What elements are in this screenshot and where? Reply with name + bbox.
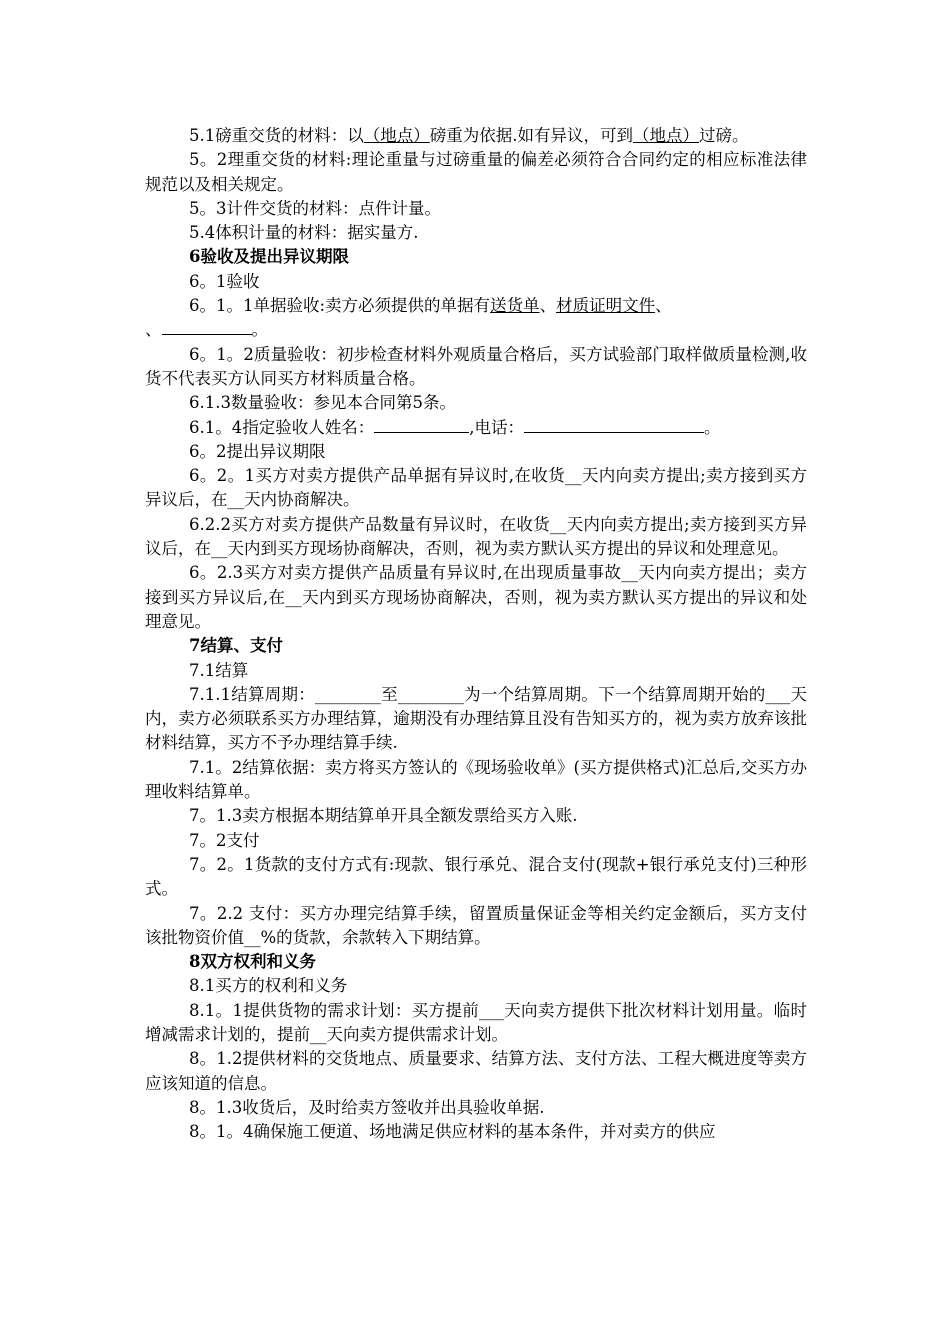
clause-8-1-2: 8。1.2提供材料的交货地点、质量要求、结算方法、支付方法、工程大概进度等卖方应该知道的信息。 [145, 1049, 807, 1093]
section-heading-8: 8双方权利和义务 [189, 952, 316, 972]
clause-5-1 [145, 124, 807, 148]
clause-7-1-2: 7.1。2结算依据：卖方将买方签认的《现场验收单》(买方提供格式)汇总后,交买方办理收料结算单。 [145, 757, 807, 802]
required-document: 材质证明文件 [556, 296, 656, 316]
clause-6-2-3: 6。2.3买方对卖方提供产品质量有异议时,在出现质量事故__天内向卖方提出；卖方接到买方异议后,在__天内到买方现场协商解决，否则，视为卖方默认买方提出的异议和处理意见。 [145, 563, 807, 631]
clause-6-2-1: 6。2。1买方对卖方提供产品单据有异议时,在收货__天内向卖方提出;卖方接到买方异议后，在__天内协商解决。 [145, 466, 807, 510]
place-blank: （地点） [363, 126, 430, 145]
clause-5-4: 5.4体积计量的材料：据实量方. [189, 223, 419, 243]
clause-6-1-2: 6。1。2质量验收：初步检查材料外观质量合格后，买方试验部门取样做质量检测,收货不代表买方认同买方材料质量合格。 [145, 344, 807, 388]
separator: 、 [145, 320, 162, 340]
clause-6-1: 6。1验收 [189, 271, 260, 291]
clause-8-1-4: 8。1。4确保施工便道、场地满足供应材料的基本条件，并对卖方的供应 [189, 1122, 716, 1142]
clause-text: 6.1。4指定验收人姓名： [189, 417, 375, 437]
clause-7-2: 7。2支付 [189, 830, 260, 850]
clause-text: 。 [704, 417, 721, 437]
clause-8-1-1: 8.1。1提供货物的需求计划：买方提前___天向卖方提供下批次材料计划用量。临时增减需求计划的，提前__天向卖方提供需求计划。 [145, 1000, 807, 1044]
clause-text: 磅重为依据.如有异议，可到 [429, 126, 633, 145]
clause-5-3: 5。3计件交货的材料：点件计量。 [189, 198, 441, 218]
fill-blank [162, 319, 252, 335]
clause-6-2-2: 6.2.2买方对卖方提供产品数量有异议时，在收货__天内向卖方提出;卖方接到买方异议后，在__天内到买方现场协商解决，否则，视为卖方默认买方提出的异议和处理意见。 [145, 514, 807, 559]
clause-7-2-1: 7。2。1货款的支付方式有:现款、银行承兑、混合支付(现款+银行承兑支付)三种形式。 [145, 854, 807, 899]
clause-8-1: 8.1买方的权利和义务 [189, 976, 348, 996]
clause-6-1-4 [145, 416, 807, 440]
name-blank [374, 417, 469, 433]
clause-text: ,电话： [469, 417, 524, 437]
clause-7-1-1: 7.1.1结算周期：________至________为一个结算周期。下一个结算周期开始的___天内，卖方必须联系买方办理结算，逾期没有办理结算且没有告知买方的，视为卖方放弃该批材料结算，买方不予办理结算手续. [145, 684, 807, 753]
clause-text: 5.1磅重交货的材料：以 [189, 126, 364, 145]
clause-6-2: 6。2提出异议期限 [189, 441, 326, 461]
clause-7-1-3: 7。1.3卖方根据本期结算单开具全额发票给买方入账. [189, 806, 578, 826]
place-blank: （地点） [633, 126, 699, 145]
separator: 、 [539, 296, 557, 316]
phone-blank [524, 417, 704, 433]
required-document: 送货单 [490, 296, 540, 316]
clause-text: 过磅。 [699, 126, 749, 145]
section-heading-6: 6验收及提出异议期限 [189, 247, 349, 267]
separator: 、 [655, 296, 672, 316]
contract-body [145, 124, 807, 1144]
section-heading-7: 7结算、支付 [189, 636, 283, 656]
clause-6-1-1 [145, 294, 807, 343]
clause-7-2-2: 7。2.2 支付：买方办理完结算手续，留置质量保证金等相关约定金额后，买方支付该批物资价值__%的货款，余款转入下期结算。 [145, 903, 807, 947]
clause-7-1: 7.1结算 [189, 660, 249, 680]
clause-text: 。 [251, 320, 268, 340]
clause-6-1-3: 6.1.3数量验收：参见本合同第5条。 [189, 393, 456, 413]
clause-8-1-3: 8。1.3收货后，及时给卖方签收并出具验收单据. [189, 1097, 545, 1117]
clause-5-2: 5。2理重交货的材料:理论重量与过磅重量的偏差必须符合合同约定的相应标准法律规范以及相关规定。 [145, 150, 807, 194]
clause-text: 6。1。1单据验收:卖方必须提供的单据有 [189, 296, 491, 316]
